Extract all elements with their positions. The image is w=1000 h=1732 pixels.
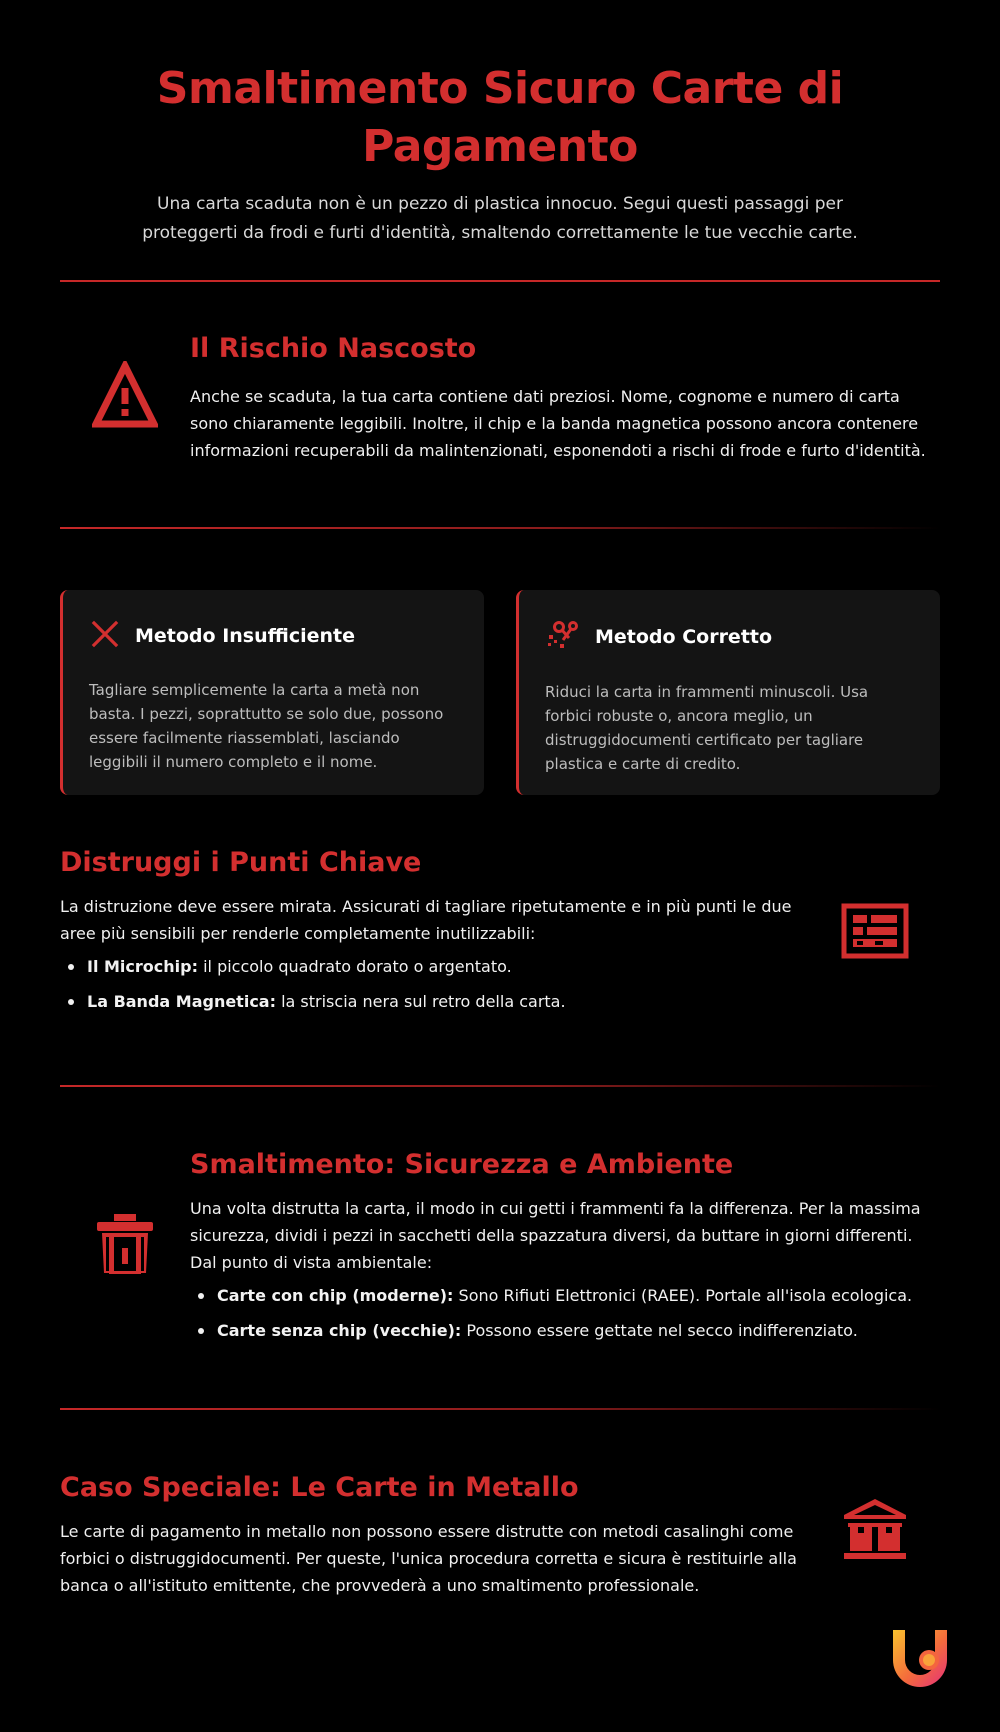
microchip-icon (841, 903, 909, 963)
methods-cards (60, 590, 940, 795)
keypoints-section (60, 845, 940, 1015)
metal-section (60, 1470, 940, 1599)
keypoints-list (60, 953, 810, 1015)
list-item: La Banda Magnetica: la striscia nera sul retro della carta. (60, 988, 810, 1015)
warning-triangle-icon (92, 361, 158, 433)
page-title: Smaltimento Sicuro Carte di Pagamento (156, 63, 844, 172)
brand-u-logo-icon (885, 1622, 955, 1692)
x-mark-icon (89, 618, 121, 654)
header-divider (60, 280, 940, 282)
metal-title: Caso Speciale: Le Carte in Metallo (60, 1472, 579, 1503)
header (60, 0, 940, 248)
card-right-title: Metodo Corretto (595, 626, 773, 648)
risk-title: Il Rischio Nascosto (190, 332, 477, 364)
infographic-page (60, 0, 940, 1599)
list-item: Il Microchip: il piccolo quadrato dorato o argentato. (60, 953, 810, 980)
disposal-list (190, 1282, 940, 1344)
keypoints-title: Distruggi i Punti Chiave (60, 847, 422, 878)
section-divider (60, 1408, 940, 1410)
card-right-text: Riduci la carta in frammenti minuscoli. Usa forbici robuste o, ancora meglio, un distruggidocumenti certificato per tagliare plastica e carte di credito. (545, 683, 869, 773)
disposal-title: Smaltimento: Sicurezza e Ambiente (190, 1149, 734, 1180)
card-wrong-title: Metodo Insufficiente (135, 625, 355, 647)
card-right-method (516, 590, 940, 795)
disposal-text: Una volta distrutta la carta, il modo in cui getti i frammenti fa la differenza. Per la massima sicurezza, dividi i pezzi in sacchetti della spazzatura diversi, da buttare in giorni differenti. Dal punto di vista ambientale: (190, 1199, 921, 1272)
risk-section (60, 332, 940, 462)
section-divider (60, 527, 940, 529)
section-divider (60, 1085, 940, 1087)
card-wrong-method (60, 590, 484, 795)
card-wrong-text: Tagliare semplicemente la carta a metà non basta. I pezzi, soprattutto se solo due, possono essere facilmente riassemblati, lasciando leggibili il numero completo e il nome. (89, 681, 444, 771)
list-item: Carte senza chip (vecchie): Possono essere gettate nel secco indifferenziato. (190, 1317, 940, 1344)
disposal-section (60, 1147, 940, 1344)
bank-building-icon (842, 1497, 908, 1565)
list-item: Carte con chip (moderne): Sono Rifiuti Elettronici (RAEE). Portale all'isola ecologica. (190, 1282, 940, 1309)
page-subtitle: Una carta scaduta non è un pezzo di plastica innocuo. Segui questi passaggi per proteggerti da frodi e furti d'identità, smaltendo correttamente le tue vecchie carte. (142, 194, 858, 243)
keypoints-text: La distruzione deve essere mirata. Assicurati di tagliare ripetutamente e in più punti le due aree più sensibili per renderle completamente inutilizzabili: (60, 897, 792, 943)
risk-text: Anche se scaduta, la tua carta contiene dati preziosi. Nome, cognome e numero di carta sono chiaramente leggibili. Inoltre, il chip e la banda magnetica possono ancora contenere informazioni recuperabili da malintenzionati, esponendoti a rischi di frode e furto d'identità. (190, 386, 926, 460)
scissors-icon (545, 618, 581, 656)
metal-text: Le carte di pagamento in metallo non possono essere distrutte con metodi casalinghi come forbici o distruggidocumenti. Per queste, l'unica procedura corretta e sicura è restituirle alla banca o all'istituto emittente, che provvederà a uno smaltimento professionale. (60, 1522, 797, 1595)
trash-bin-icon (96, 1213, 154, 1279)
